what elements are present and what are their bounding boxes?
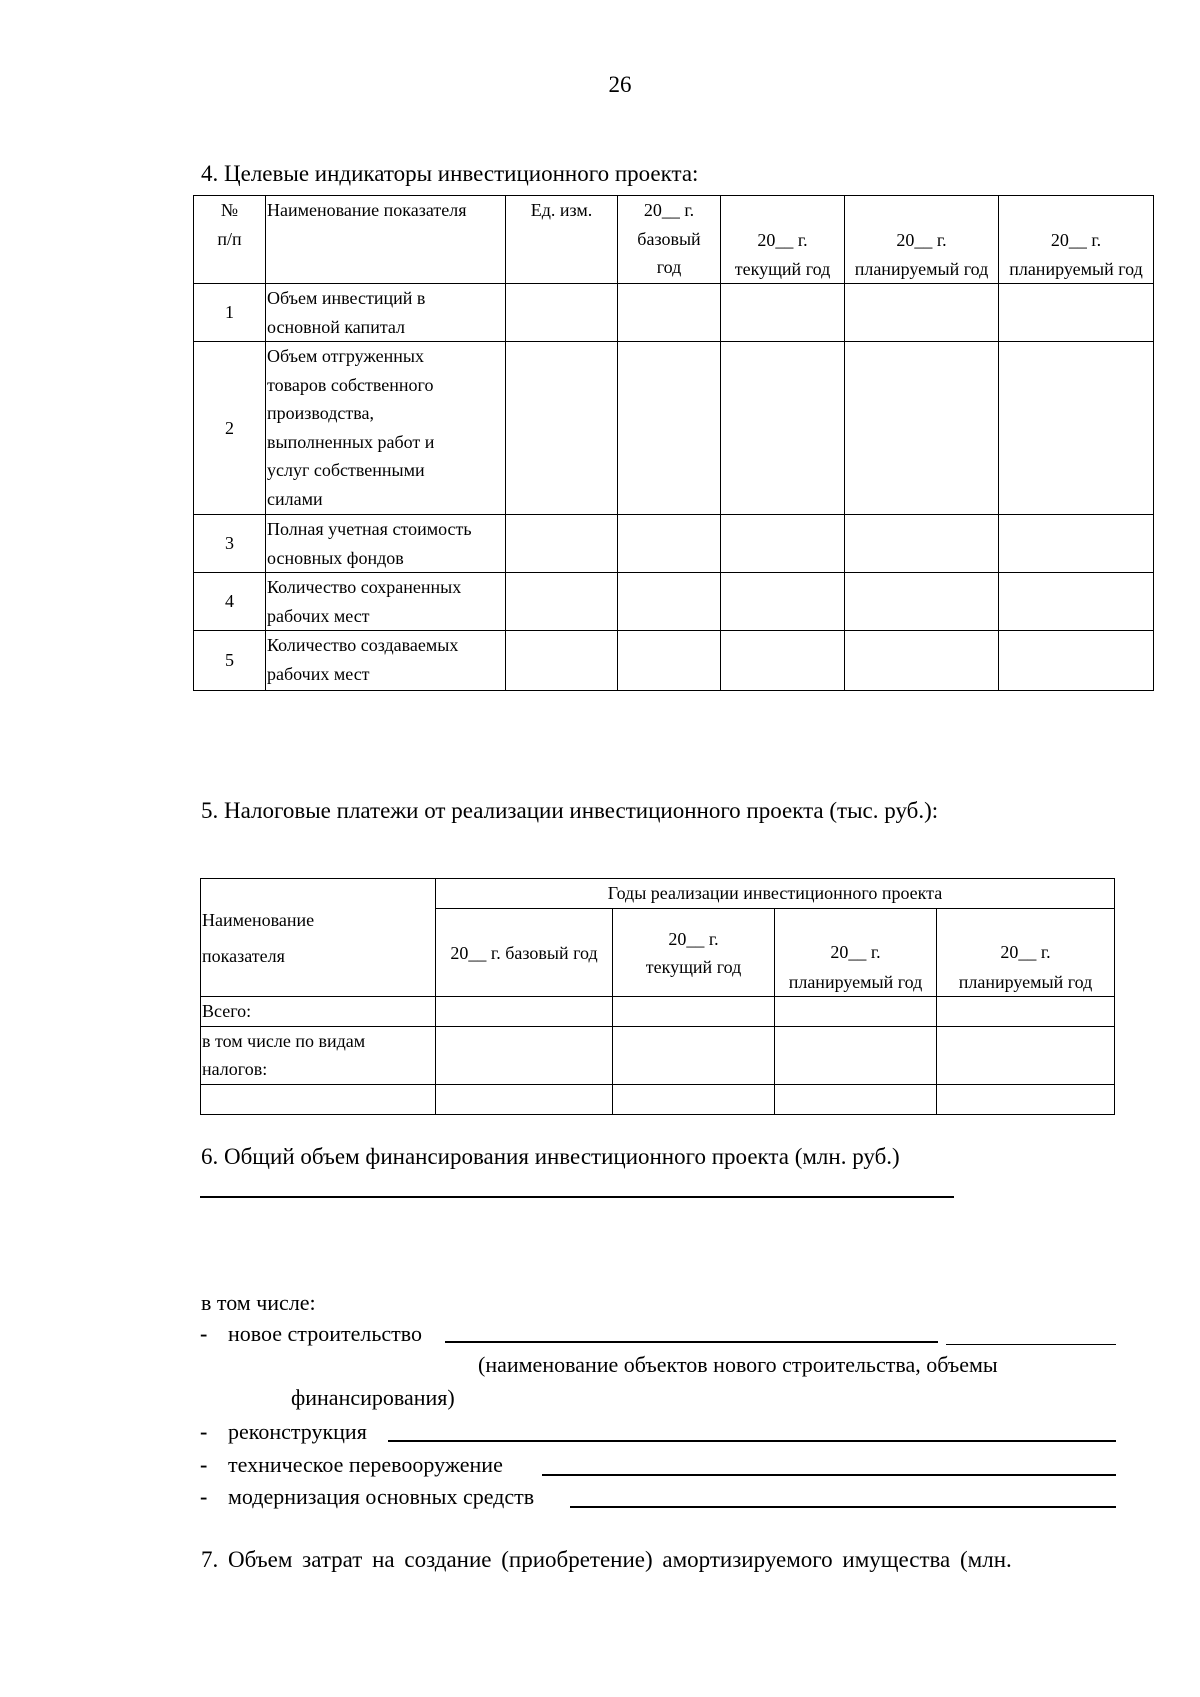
cell-base[interactable]: [436, 997, 613, 1027]
list-dash: -: [200, 1321, 208, 1346]
row-number: 1: [194, 284, 266, 342]
header-number: № п/п: [194, 196, 266, 284]
cell-unit[interactable]: [506, 631, 618, 691]
header-indicator-name: Наименование показателя: [201, 879, 436, 997]
cell-planned-1[interactable]: [845, 573, 999, 631]
cell-tax-name[interactable]: [201, 1085, 436, 1115]
header-implementation-years: Годы реализации инвестиционного проекта: [436, 879, 1115, 909]
section-5-heading: 5. Налоговые платежи от реализации инвестиционного проекта (тыс. руб.):: [201, 798, 939, 823]
row-total-label: Всего:: [201, 997, 436, 1027]
re-equipment-label: техническое перевооружение: [228, 1452, 503, 1477]
new-construction-underline-2[interactable]: [946, 1344, 1116, 1345]
header-base-year: 20__ г. базовый год: [618, 196, 721, 284]
new-construction-label: новое строительство: [228, 1321, 422, 1346]
new-construction-hint-continued: финансирования): [291, 1385, 455, 1410]
cell-unit[interactable]: [506, 342, 618, 515]
re-equipment-underline[interactable]: [542, 1474, 1116, 1476]
cell-planned-2[interactable]: [999, 573, 1154, 631]
row-number: 4: [194, 573, 266, 631]
cell-current[interactable]: [721, 515, 845, 573]
cell-current[interactable]: [721, 284, 845, 342]
cell-planned-2[interactable]: [937, 1027, 1115, 1085]
cell-current[interactable]: [721, 342, 845, 515]
table-row: [194, 342, 1154, 515]
section-4-heading: 4. Целевые индикаторы инвестиционного проекта:: [201, 161, 699, 186]
including-label: в том числе:: [201, 1290, 316, 1315]
cell-planned-1[interactable]: [845, 631, 999, 691]
list-dash: -: [200, 1419, 208, 1444]
cell-planned-2[interactable]: [999, 515, 1154, 573]
cell-planned-2[interactable]: [937, 1085, 1115, 1115]
table-row: [201, 997, 1115, 1027]
row-indicator-name: Объем отгруженных товаров собственного производства, выполненных работ и услуг собственными силами: [266, 342, 506, 515]
cell-current[interactable]: [613, 1027, 775, 1085]
table-row: [194, 515, 1154, 573]
row-number: 3: [194, 515, 266, 573]
table-header-row: [201, 879, 1115, 909]
reconstruction-label: реконструкция: [228, 1419, 367, 1444]
cell-planned-1[interactable]: [845, 515, 999, 573]
cell-base[interactable]: [436, 1085, 613, 1115]
cell-planned-1[interactable]: [775, 1027, 937, 1085]
table-row: [194, 284, 1154, 342]
table-row: [194, 573, 1154, 631]
modernization-underline[interactable]: [570, 1506, 1116, 1508]
row-indicator-name: Объем инвестиций в основной капитал: [266, 284, 506, 342]
table-row: [201, 1085, 1115, 1115]
row-indicator-name: Количество создаваемых рабочих мест: [266, 631, 506, 691]
cell-current[interactable]: [613, 1085, 775, 1115]
row-number: 5: [194, 631, 266, 691]
cell-unit[interactable]: [506, 284, 618, 342]
cell-planned-1[interactable]: [775, 997, 937, 1027]
table-header-row: [194, 196, 1154, 284]
section-6-heading: 6. Общий объем финансирования инвестиционного проекта (млн. руб.): [201, 1144, 900, 1169]
header-planned-year-2: 20__ г. планируемый год: [999, 196, 1154, 284]
target-indicators-table: [193, 195, 1154, 691]
cell-base[interactable]: [436, 1027, 613, 1085]
page-number: 26: [608, 72, 632, 97]
cell-planned-2[interactable]: [999, 631, 1154, 691]
cell-unit[interactable]: [506, 573, 618, 631]
header-planned-year-1: 20__ г. планируемый год: [845, 196, 999, 284]
cell-base[interactable]: [618, 573, 721, 631]
cell-base[interactable]: [618, 515, 721, 573]
row-number: 2: [194, 342, 266, 515]
cell-planned-1[interactable]: [845, 342, 999, 515]
list-dash: -: [200, 1484, 208, 1509]
reconstruction-underline[interactable]: [388, 1440, 1116, 1442]
cell-unit[interactable]: [506, 515, 618, 573]
header-planned-year-2: 20__ г. планируемый год: [937, 909, 1115, 997]
total-financing-underline[interactable]: [200, 1196, 954, 1198]
table-row: [201, 1027, 1115, 1085]
cell-base[interactable]: [618, 631, 721, 691]
cell-current[interactable]: [613, 997, 775, 1027]
new-construction-underline[interactable]: [445, 1341, 938, 1343]
tax-payments-table: [200, 878, 1115, 1115]
cell-planned-1[interactable]: [845, 284, 999, 342]
table-row: [194, 631, 1154, 691]
row-indicator-name: Полная учетная стоимость основных фондов: [266, 515, 506, 573]
cell-current[interactable]: [721, 631, 845, 691]
cell-planned-1[interactable]: [775, 1085, 937, 1115]
list-dash: -: [200, 1452, 208, 1477]
header-current-year: 20__ г. текущий год: [613, 909, 775, 997]
header-planned-year-1: 20__ г. планируемый год: [775, 909, 937, 997]
header-base-year: 20__ г. базовый год: [436, 909, 613, 997]
cell-current[interactable]: [721, 573, 845, 631]
cell-base[interactable]: [618, 342, 721, 515]
header-unit: Ед. изм.: [506, 196, 618, 284]
cell-planned-2[interactable]: [999, 342, 1154, 515]
cell-base[interactable]: [618, 284, 721, 342]
cell-planned-2[interactable]: [999, 284, 1154, 342]
header-indicator-name: Наименование показателя: [266, 196, 506, 284]
section-7-heading: 7. Объем затрат на создание (приобретение) амортизируемого имущества (млн.: [201, 1547, 1012, 1572]
cell-planned-2[interactable]: [937, 997, 1115, 1027]
row-indicator-name: Количество сохраненных рабочих мест: [266, 573, 506, 631]
modernization-label: модернизация основных средств: [228, 1484, 535, 1509]
new-construction-hint: (наименование объектов нового строительства, объемы: [478, 1352, 998, 1377]
header-current-year: 20__ г. текущий год: [721, 196, 845, 284]
row-by-tax-type-label: в том числе по видам налогов:: [201, 1027, 436, 1085]
